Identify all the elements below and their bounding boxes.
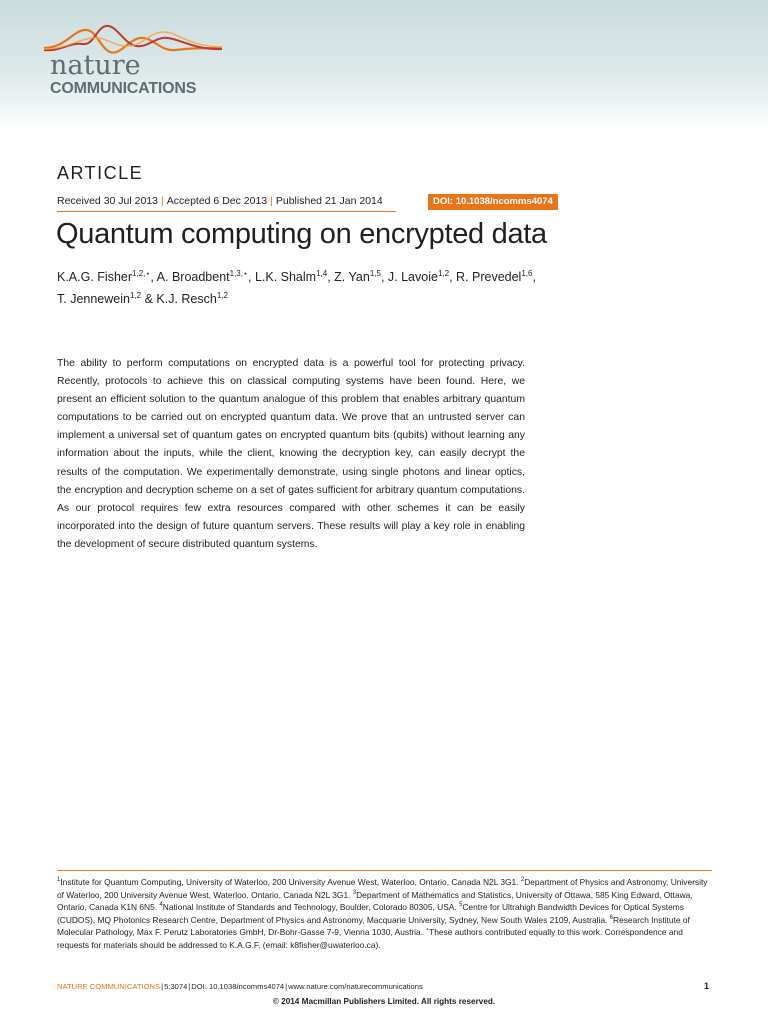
author-name: A. Broadbent: [156, 270, 230, 284]
affiliations-footnote: [57, 876, 712, 952]
logo-communications-wordmark: COMMUNICATIONS: [50, 80, 197, 97]
received-date: Received 30 Jul 2013: [57, 195, 158, 207]
published-date: Published 21 Jan 2014: [275, 195, 383, 207]
journal-header-band: [0, 0, 768, 128]
abstract: The ability to perform computations on encrypted data is a powerful tool for protecting privacy. Recently, protocols to achieve this on classical computing systems have been found. Here, we present an efficient solution to the quantum analogue of this problem that enables arbitrary quantum computations to be carried out on encrypted quantum data. We prove that an untrusted server can implement a universal set of quantum gates on encrypted quantum bits (qubits) without learning any information about the inputs, while the client, knowing the decryption key, can easily decrypt the results of the computation. We experimentally demonstrate, using single photons and linear optics, the encryption and decryption scheme on a set of gates sufficient for arbitrary quantum computations. As our protocol requires few extra resources compared with other schemes it can be easily incorporated into the design of future quantum servers. These results will play a key role in enabling the development of secure distributed quantum systems.: [57, 358, 525, 550]
copyright-notice: © 2014 Macmillan Publishers Limited. All rights reserved.: [272, 997, 496, 1006]
author-separator: ,: [449, 270, 457, 284]
article-title: Quantum computing on encrypted data: [56, 218, 547, 250]
accepted-date: Accepted 6 Dec 2013: [166, 195, 268, 207]
article-type-label: ARTICLE: [57, 163, 144, 183]
author-name: K.A.G. Fisher: [57, 270, 133, 284]
author[interactable]: [57, 270, 150, 284]
author-affiliation-marks: 1,2: [129, 290, 142, 300]
author-list: [57, 266, 707, 310]
page-number: 1: [704, 981, 710, 991]
affiliation-number: ⋆: [425, 927, 430, 934]
affiliation-text: Department of Physics and Astronomy, University of Waterloo, 200 University Avenue West, Waterloo, Ontario, Canada N2L 3G1.: [57, 877, 708, 900]
footer-doi[interactable]: DOI: 10.1038/ncomms4074: [191, 982, 285, 991]
affiliation-number: 4: [159, 902, 163, 909]
author-name: T. Jennewein: [57, 292, 130, 306]
author[interactable]: [157, 270, 248, 284]
author-affiliation-marks: 1,5: [369, 268, 381, 278]
author-separator: ,: [247, 270, 255, 284]
author-affiliation-marks: 1,4: [316, 268, 328, 278]
journal-logo: [36, 18, 236, 108]
author-separator: ,: [532, 270, 536, 284]
author-separator: ,: [380, 270, 388, 284]
author-name: R. Prevedel: [456, 270, 522, 284]
author-name: L.K. Shalm: [254, 270, 317, 284]
author-separator: ,: [150, 270, 157, 284]
author-separator: &: [141, 292, 157, 306]
author-affiliation-marks: 1,2,⋆: [132, 268, 151, 278]
author[interactable]: [456, 270, 532, 284]
dates-divider: [57, 211, 396, 212]
logo-nature-wordmark: nature: [50, 50, 141, 81]
footer-separator: |: [285, 982, 288, 991]
author-name: Z. Yan: [334, 270, 370, 284]
affiliation-number: 1: [57, 877, 61, 884]
date-separator: |: [161, 195, 164, 207]
author-affiliation-marks: 1,6: [521, 268, 533, 278]
page-footer: [57, 982, 423, 991]
author[interactable]: [334, 270, 381, 284]
footer-separator: |: [188, 982, 191, 991]
footer-url[interactable]: www.nature.com/naturecommunications: [288, 982, 423, 991]
affiliation-number: 2: [520, 877, 525, 884]
date-separator: |: [270, 195, 273, 207]
affiliation-text: National Institute of Standards and Technology, Boulder, Colorado 80305, USA.: [162, 902, 460, 913]
author-affiliation-marks: 1,2: [437, 268, 450, 278]
affiliation-text: Research Institute of Molecular Pathology, Max F. Perutz Laboratories GmbH, Dr-Bohr-Gasse 7-9, Vienna 1030, Austria.: [57, 914, 690, 938]
author-name: K.J. Resch: [156, 292, 217, 306]
footer-separator: |: [161, 982, 164, 991]
affiliation-text: Institute for Quantum Computing, University of Waterloo, 200 University Avenue West, Waterloo, Ontario, Canada N2L 3G1.: [60, 877, 521, 887]
author-affiliation-marks: 1,3,⋆: [229, 268, 248, 278]
footer-journal-name[interactable]: NATURE COMMUNICATIONS: [57, 982, 161, 991]
affiliation-text: Centre for Ultrahigh Bandwidth Devices for Optical Systems (CUDOS), MQ Photonics Research Centre, Department of Physics and Astronomy, Macquarie University, Sydney, New South Wales 2109, Australia.: [57, 902, 684, 925]
footer-citation: 5:3074: [164, 982, 188, 991]
affiliation-text: These authors contributed equally to this work. Correspondence and requests for materials should be addressed to K.A.G.F. (email: k8fisher@uwaterloo.ca).: [57, 927, 683, 950]
author[interactable]: [57, 292, 141, 306]
affiliation-number: 3: [352, 889, 357, 896]
author[interactable]: [388, 270, 449, 284]
affiliation-number: 5: [459, 902, 463, 909]
author[interactable]: [156, 292, 228, 306]
author-name: J. Lavoie: [387, 270, 438, 284]
affiliation-text: Department of Mathematics and Statistics, University of Ottawa, 585 King Edward, Ottawa, Ontario, Canada K1N 6N5.: [57, 889, 693, 913]
doi-badge[interactable]: DOI: 10.1038/ncomms4074: [428, 194, 558, 210]
author-separator: ,: [327, 270, 335, 284]
affiliation-number: 6: [609, 914, 614, 921]
article-dates: [57, 195, 383, 207]
affiliations-divider: [57, 870, 712, 871]
author-affiliation-marks: 1,2: [216, 290, 228, 300]
author[interactable]: [255, 270, 327, 284]
